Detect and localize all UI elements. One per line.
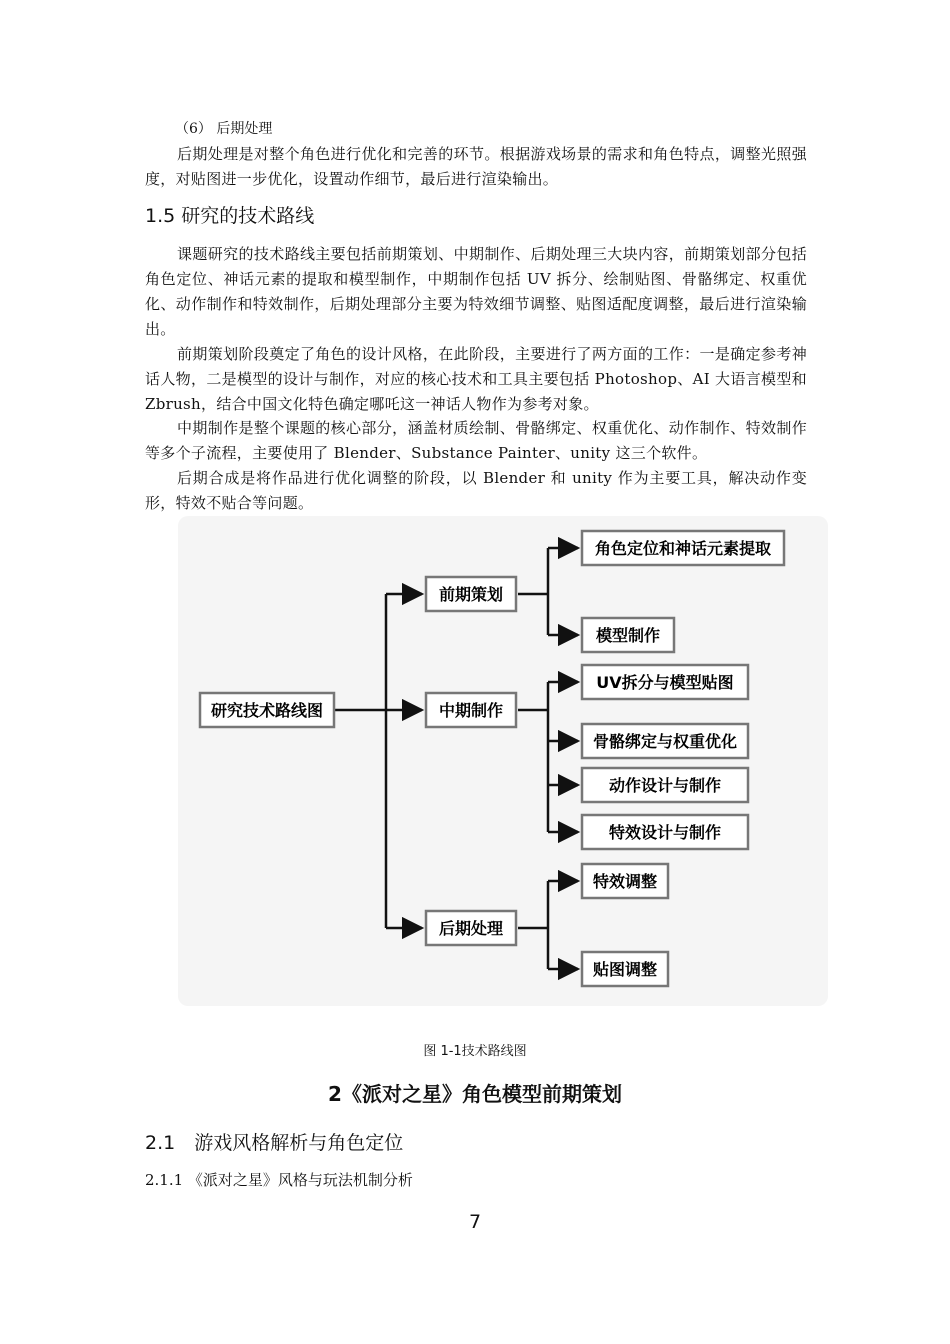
- paragraph-post-compositing: 后期合成是将作品进行优化调整的阶段，以 Blender 和 unity 作为主要工具，解决动作变形，特效不贴合等问题。: [145, 469, 807, 512]
- node-uv-texturing: [582, 665, 748, 699]
- figure-caption: 图 1-1技术路线图: [423, 1044, 527, 1059]
- node-character-myth-extraction-label: 角色定位和神话元素提取: [594, 539, 772, 558]
- node-rigging-weights: [582, 724, 748, 758]
- node-rigging-weights-label: 骨骼绑定与权重优化: [592, 732, 738, 751]
- node-texture-adjust: [582, 952, 668, 986]
- node-post-processing: [426, 911, 516, 945]
- paragraph-mid-production: 中期制作是整个课题的核心部分，涵盖材质绘制、骨骼绑定、权重优化、动作制作、特效制作等多个子流程，主要使用了 Blender、Substance Painter、unity 这三个软件。: [145, 419, 807, 462]
- page-number: 7: [468, 1211, 482, 1233]
- subsection-heading-2-1-1: 2.1.1 《派对之星》风格与玩法机制分析: [145, 1171, 413, 1189]
- node-animation-design-label: 动作设计与制作: [608, 776, 722, 795]
- node-root-label: 研究技术路线图: [210, 701, 324, 720]
- node-early-planning-label: 前期策划: [438, 585, 504, 604]
- chapter-heading-2: 2《派对之星》角色模型前期策划: [328, 1082, 622, 1106]
- paragraph-post-processing: 后期处理是对整个角色进行优化和完善的环节。根据游戏场景的需求和角色特点，调整光照强度，对贴图进一步优化，设置动作细节，最后进行渲染输出。: [145, 145, 807, 188]
- technical-route-diagram: [178, 516, 828, 1006]
- node-effects-adjust: [582, 864, 668, 898]
- node-model-making-label: 模型制作: [595, 626, 661, 645]
- subheading-post-processing: （6） 后期处理: [175, 121, 273, 137]
- node-character-myth-extraction: [582, 531, 784, 565]
- node-effects-design: [582, 815, 748, 849]
- node-root: [200, 693, 334, 727]
- section-heading-2-1: 2.1 游戏风格解析与角色定位: [145, 1132, 404, 1154]
- node-early-planning: [426, 577, 516, 611]
- section-heading-1-5: 1.5 研究的技术路线: [145, 205, 315, 227]
- node-post-processing-label: 后期处理: [438, 919, 504, 938]
- paragraph-early-planning: 前期策划阶段奠定了角色的设计风格，在此阶段，主要进行了两方面的工作：一是确定参考神话人物，二是模型的设计与制作，对应的核心技术和工具主要包括 Photoshop、AI 大语言模型和 Zbrush，结合中国文化特色确定哪吒这一神话人物作为参考对象。: [145, 345, 807, 413]
- node-animation-design: [582, 768, 748, 802]
- node-effects-adjust-label: 特效调整: [592, 872, 658, 891]
- node-texture-adjust-label: 贴图调整: [592, 960, 658, 979]
- node-model-making: [582, 618, 674, 652]
- node-uv-texturing-label: UV拆分与模型贴图: [596, 673, 734, 692]
- node-effects-design-label: 特效设计与制作: [608, 823, 722, 842]
- node-mid-production: [426, 693, 516, 727]
- node-mid-production-label: 中期制作: [438, 701, 504, 720]
- paragraph-route-overview: 课题研究的技术路线主要包括前期策划、中期制作、后期处理三大块内容，前期策划部分包括角色定位、神话元素的提取和模型制作，中期制作包括 UV 拆分、绘制贴图、骨骼绑定、权重优化、动作制作和特效制作，后期处理部分主要为特效细节调整、贴图适配度调整，最后进行渲染输出。: [145, 245, 807, 338]
